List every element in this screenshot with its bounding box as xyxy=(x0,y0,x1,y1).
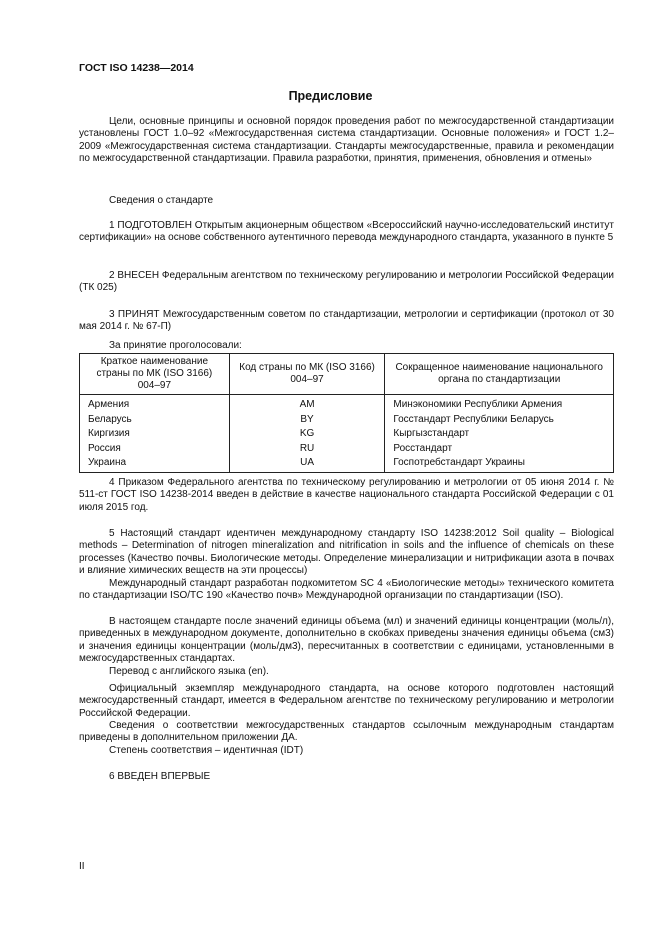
voting-table xyxy=(79,353,614,473)
body-cell: Госстандарт Республики Беларусь xyxy=(385,413,614,428)
paragraph-4: 4 Приказом Федерального агентства по техническому регулированию и метрологии от 05 июня 2014 г. № 511-ст ГОСТ ISO 14238-2014 введен в действие в качестве национального стандарта Российской Федерации с 01 июля 2015 год. xyxy=(79,477,614,513)
document-id-header: ГОСТ ISO 14238—2014 xyxy=(79,62,194,74)
paragraph-5: 5 Настоящий стандарт идентичен международному стандарту ISO 14238:2012 Soil quality – Biological methods – Determination of nitrogen mineralization and nitrification in soils and the influence of chemicals on these processes (Качество почвы. Биологические методы. Определение минерализации и нитрификации азота в почвах и влияние химических веществ на эти процессы) xyxy=(79,528,614,577)
table-row xyxy=(80,427,614,442)
paragraph-5-development: Международный стандарт разработан подкомитетом SC 4 «Биологические методы» технического комитета по стандартизации ISO/TC 190 «Качество почв» Международной организации по стандартизации (ISO). xyxy=(79,578,614,602)
paragraph-5-references: Сведения о соответствии межгосударственных стандартов ссылочным международным стандартам приведены в дополнительном приложении ДА. xyxy=(79,720,614,744)
info-heading: Сведения о стандарте xyxy=(109,195,214,206)
column-header-country: Краткое наименование страны по МК (ISO 3166) 004–97 xyxy=(80,354,230,395)
code-cell: KG xyxy=(229,427,385,442)
country-cell: Украина xyxy=(80,456,230,472)
paragraph-6: 6 ВВЕДЕН ВПЕРВЫЕ xyxy=(109,771,211,782)
paragraph-5-units: В настоящем стандарте после значений единицы объема (мл) и значений единицы концентрации (моль/л), приведенных в международном документе, дополнительно в скобках приведены значения единицы объема (см3) и значения единицы концентрации (моль/дм3), пересчитанных в соответствии с единицами, установленными в межгосударственных стандартах. xyxy=(79,616,614,665)
paragraph-5-official-copy: Официальный экземпляр международного стандарта, на основе которого подготовлен настоящий межгосударственный стандарт, имеется в Федеральном агентстве по техническому регулированию и метрологии Российской Федерации. xyxy=(79,683,614,719)
code-cell: BY xyxy=(229,413,385,428)
country-cell: Беларусь xyxy=(80,413,230,428)
paragraph-5-conformity: Степень соответствия – идентичная (IDT) xyxy=(109,745,304,756)
paragraph-2: 2 ВНЕСЕН Федеральным агентством по техническому регулированию и метрологии Российской Федерации (ТК 025) xyxy=(79,270,614,294)
country-cell: Россия xyxy=(80,442,230,457)
body-cell: Кыргызстандарт xyxy=(385,427,614,442)
column-header-body: Сокращенное наименование национального органа по стандартизации xyxy=(385,354,614,395)
table-row xyxy=(80,442,614,457)
vote-heading: За принятие проголосовали: xyxy=(109,340,242,351)
table-header-row xyxy=(80,354,614,395)
table-row xyxy=(80,395,614,413)
body-cell: Минэкономики Республики Армения xyxy=(385,395,614,413)
page-number: II xyxy=(79,861,85,872)
table-row xyxy=(80,456,614,472)
body-cell: Росстандарт xyxy=(385,442,614,457)
country-cell: Киргизия xyxy=(80,427,230,442)
column-header-code: Код страны по МК (ISO 3166) 004–97 xyxy=(229,354,385,395)
paragraph-3: 3 ПРИНЯТ Межгосударственным советом по стандартизации, метрологии и сертификации (протокол от 30 мая 2014 г. № 67-П) xyxy=(79,309,614,333)
code-cell: UA xyxy=(229,456,385,472)
paragraph-5-translation: Перевод с английского языка (en). xyxy=(109,666,269,677)
paragraph-1: 1 ПОДГОТОВЛЕН Открытым акционерным обществом «Всероссийский научно-исследовательский институт сертификации» на основе собственного аутентичного перевода международного стандарта, указанного в пункте 5 xyxy=(79,220,614,244)
code-cell: RU xyxy=(229,442,385,457)
page-title: Предисловие xyxy=(288,89,373,103)
intro-paragraph: Цели, основные принципы и основной порядок проведения работ по межгосударственной стандартизации установлены ГОСТ 1.0–92 «Межгосударственная система стандартизации. Основные положения» и ГОСТ 1.2–2009 «Межгосударственная система стандартизации. Стандарты межгосударственные, правила и рекомендации по межгосударственной стандартизации. Правила разработки, принятия, применения, обновления и отмены» xyxy=(79,116,614,165)
country-cell: Армения xyxy=(80,395,230,413)
code-cell: AM xyxy=(229,395,385,413)
body-cell: Госпотребстандарт Украины xyxy=(385,456,614,472)
table-row xyxy=(80,413,614,428)
